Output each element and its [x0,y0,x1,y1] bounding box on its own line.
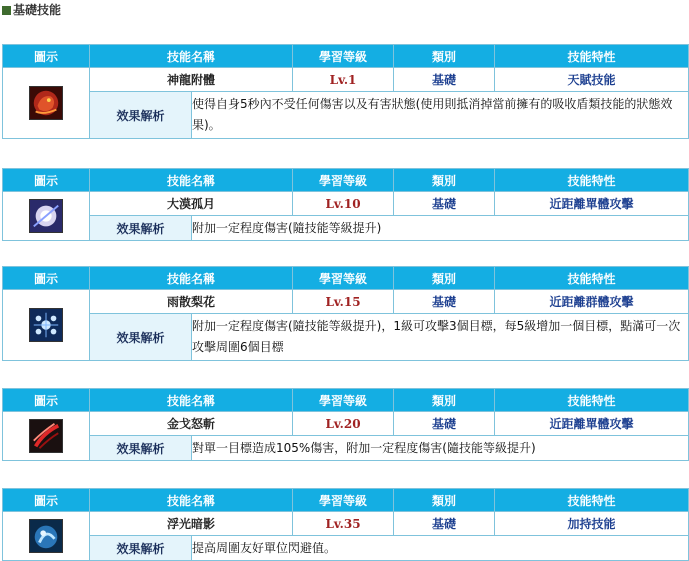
moon-glow-icon [29,199,63,233]
effect-label: 效果解析 [90,536,192,561]
skill-effect: 附加一定程度傷害(隨技能等級提升) [192,216,689,241]
header-name: 技能名稱 [90,45,293,68]
skill-table-header [3,489,689,512]
skill-category: 基礎 [394,192,495,216]
skill-feature: 加持技能 [495,512,689,536]
header-feature: 技能特性 [495,389,689,412]
header-level: 學習等級 [293,389,394,412]
header-level: 學習等級 [293,45,394,68]
section-title-text: 基礎技能 [13,3,62,17]
header-name: 技能名稱 [90,267,293,290]
header-category: 類別 [394,45,495,68]
header-name: 技能名稱 [90,489,293,512]
header-feature: 技能特性 [495,45,689,68]
skill-table-4 [2,388,689,461]
skill-table-5 [2,488,689,561]
header-feature: 技能特性 [495,267,689,290]
skill-icon-cell [3,68,90,139]
flower-burst-icon [29,308,63,342]
skill-name: 大漠孤月 [90,192,293,216]
skill-table-header [3,45,689,68]
skill-level: Lv.15 [293,290,394,314]
skill-category: 基礎 [394,512,495,536]
skill-category: 基礎 [394,68,495,92]
header-icon: 圖示 [3,389,90,412]
header-level: 學習等級 [293,169,394,192]
skill-effect-row [3,536,689,561]
skill-table-header [3,169,689,192]
skill-info-row [3,412,689,436]
skill-level: Lv.20 [293,412,394,436]
section-marker-icon [2,6,11,15]
skill-info-row [3,512,689,536]
header-category: 類別 [394,389,495,412]
skill-table-header [3,267,689,290]
skill-info-row [3,192,689,216]
header-feature: 技能特性 [495,489,689,512]
skill-table-header [3,389,689,412]
header-level: 學習等級 [293,267,394,290]
skill-feature: 近距離單體攻擊 [495,192,689,216]
header-icon: 圖示 [3,45,90,68]
skill-effect: 附加一定程度傷害(隨技能等級提升)，1級可攻擊3個目標，每5級增加一個目標，點滿可一次攻擊周圍6個目標 [192,314,689,361]
skill-icon-cell [3,192,90,241]
header-category: 類別 [394,169,495,192]
skill-info-row [3,68,689,92]
effect-label: 效果解析 [90,436,192,461]
skill-table-3 [2,266,689,361]
skill-effect-row [3,314,689,361]
skill-effect-row [3,92,689,139]
header-category: 類別 [394,489,495,512]
skill-icon-cell [3,512,90,561]
effect-label: 效果解析 [90,92,192,139]
header-name: 技能名稱 [90,389,293,412]
skill-name: 金戈怒斬 [90,412,293,436]
header-icon: 圖示 [3,267,90,290]
skill-effect: 提高周圍友好單位閃避值。 [192,536,689,561]
skill-effect: 對單一目標造成105%傷害，附加一定程度傷害(隨技能等級提升) [192,436,689,461]
header-name: 技能名稱 [90,169,293,192]
skill-info-row [3,290,689,314]
skill-effect-row [3,436,689,461]
skill-level: Lv.10 [293,192,394,216]
skill-icon-cell [3,290,90,361]
skill-feature: 近距離單體攻擊 [495,412,689,436]
skill-effect: 使得自身5秒內不受任何傷害以及有害狀態(使用則抵消掉當前擁有的吸收盾類技能的狀態效果)。 [192,92,689,139]
skill-name: 神龍附體 [90,68,293,92]
header-feature: 技能特性 [495,169,689,192]
header-icon: 圖示 [3,169,90,192]
skill-level: Lv.35 [293,512,394,536]
header-level: 學習等級 [293,489,394,512]
skill-level: Lv.1 [293,68,394,92]
blue-shadow-icon [29,519,63,553]
section-title [2,1,61,19]
red-dragon-icon [29,86,63,120]
skill-name: 浮光暗影 [90,512,293,536]
skill-effect-row [3,216,689,241]
header-category: 類別 [394,267,495,290]
skill-icon-cell [3,412,90,461]
red-slash-icon [29,419,63,453]
skill-category: 基礎 [394,412,495,436]
effect-label: 效果解析 [90,314,192,361]
effect-label: 效果解析 [90,216,192,241]
skill-table-1 [2,44,689,139]
skill-feature: 近距離群體攻擊 [495,290,689,314]
header-icon: 圖示 [3,489,90,512]
skill-category: 基礎 [394,290,495,314]
skill-feature: 天賦技能 [495,68,689,92]
skill-table-2 [2,168,689,241]
skill-name: 雨散梨花 [90,290,293,314]
